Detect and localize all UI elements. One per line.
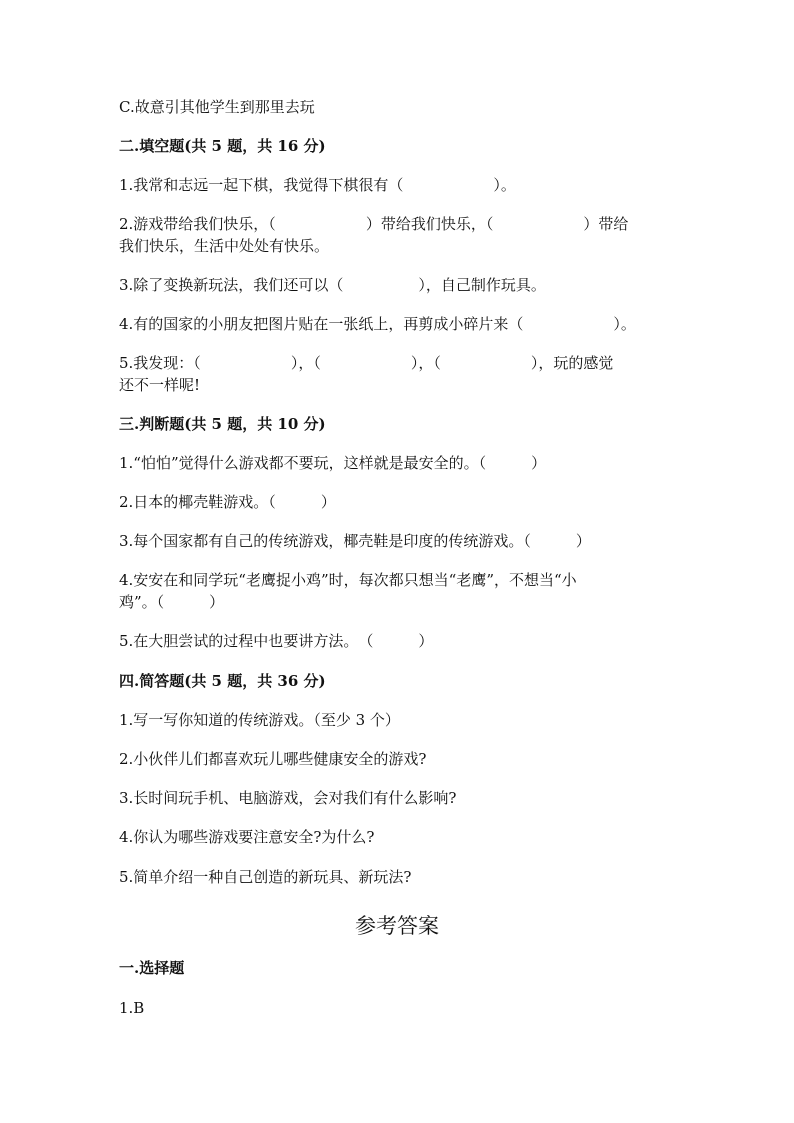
fill-question-3: 3.除了变换新玩法，我们还可以（ ），自己制作玩具。 [119, 276, 546, 294]
short-question-2: 2.小伙伴儿们都喜欢玩儿哪些健康安全的游戏? [119, 750, 427, 768]
short-question-4: 4.你认为哪些游戏要注意安全?为什么? [119, 828, 375, 846]
section-heading-fill-in: 二.填空题(共 5 题，共 16 分) [119, 137, 326, 155]
short-question-5: 5.简单介绍一种自己创造的新玩具、新玩法? [119, 868, 412, 886]
tf-question-4-line2: 鸡”。（ ） [119, 593, 225, 611]
tf-question-1: 1.“怕怕”觉得什么游戏都不要玩，这样就是最安全的。（ ） [119, 454, 547, 472]
option-c-line: C.故意引其他学生到那里去玩 [119, 98, 315, 116]
answer-1: 1.B [119, 999, 145, 1017]
short-question-3: 3.长时间玩手机、电脑游戏，会对我们有什么影响? [119, 789, 457, 807]
fill-question-2-line1: 2.游戏带给我们快乐，（ ）带给我们快乐，（ ）带给 [119, 215, 629, 233]
tf-question-2: 2.日本的椰壳鞋游戏。（ ） [119, 493, 336, 511]
section-heading-short-answer: 四.简答题(共 5 题，共 36 分) [119, 672, 326, 690]
tf-question-4-line1: 4.安安在和同学玩“老鹰捉小鸡”时，每次都只想当“老鹰”，不想当“小 [119, 571, 577, 589]
tf-question-3: 3.每个国家都有自己的传统游戏，椰壳鞋是印度的传统游戏。（ ） [119, 532, 591, 550]
fill-question-5-line1: 5.我发现：（ ），（ ），（ ），玩的感觉 [119, 354, 614, 372]
tf-question-5: 5.在大胆尝试的过程中也要讲方法。 （ ） [119, 632, 434, 650]
fill-question-5-line2: 还不一样呢! [119, 376, 201, 394]
short-question-1: 1.写一写你知道的传统游戏。（至少 3 个） [119, 711, 400, 729]
section-heading-choice: 一.选择题 [119, 959, 185, 977]
answers-title: 参考答案 [355, 914, 439, 938]
fill-question-1: 1.我常和志远一起下棋，我觉得下棋很有（ ）。 [119, 176, 516, 194]
fill-question-2-line2: 我们快乐，生活中处处有快乐。 [119, 237, 330, 255]
section-heading-true-false: 三.判断题(共 5 题，共 10 分) [119, 415, 326, 433]
fill-question-4: 4.有的国家的小朋友把图片贴在一张纸上，再剪成小碎片来（ ）。 [119, 315, 636, 333]
